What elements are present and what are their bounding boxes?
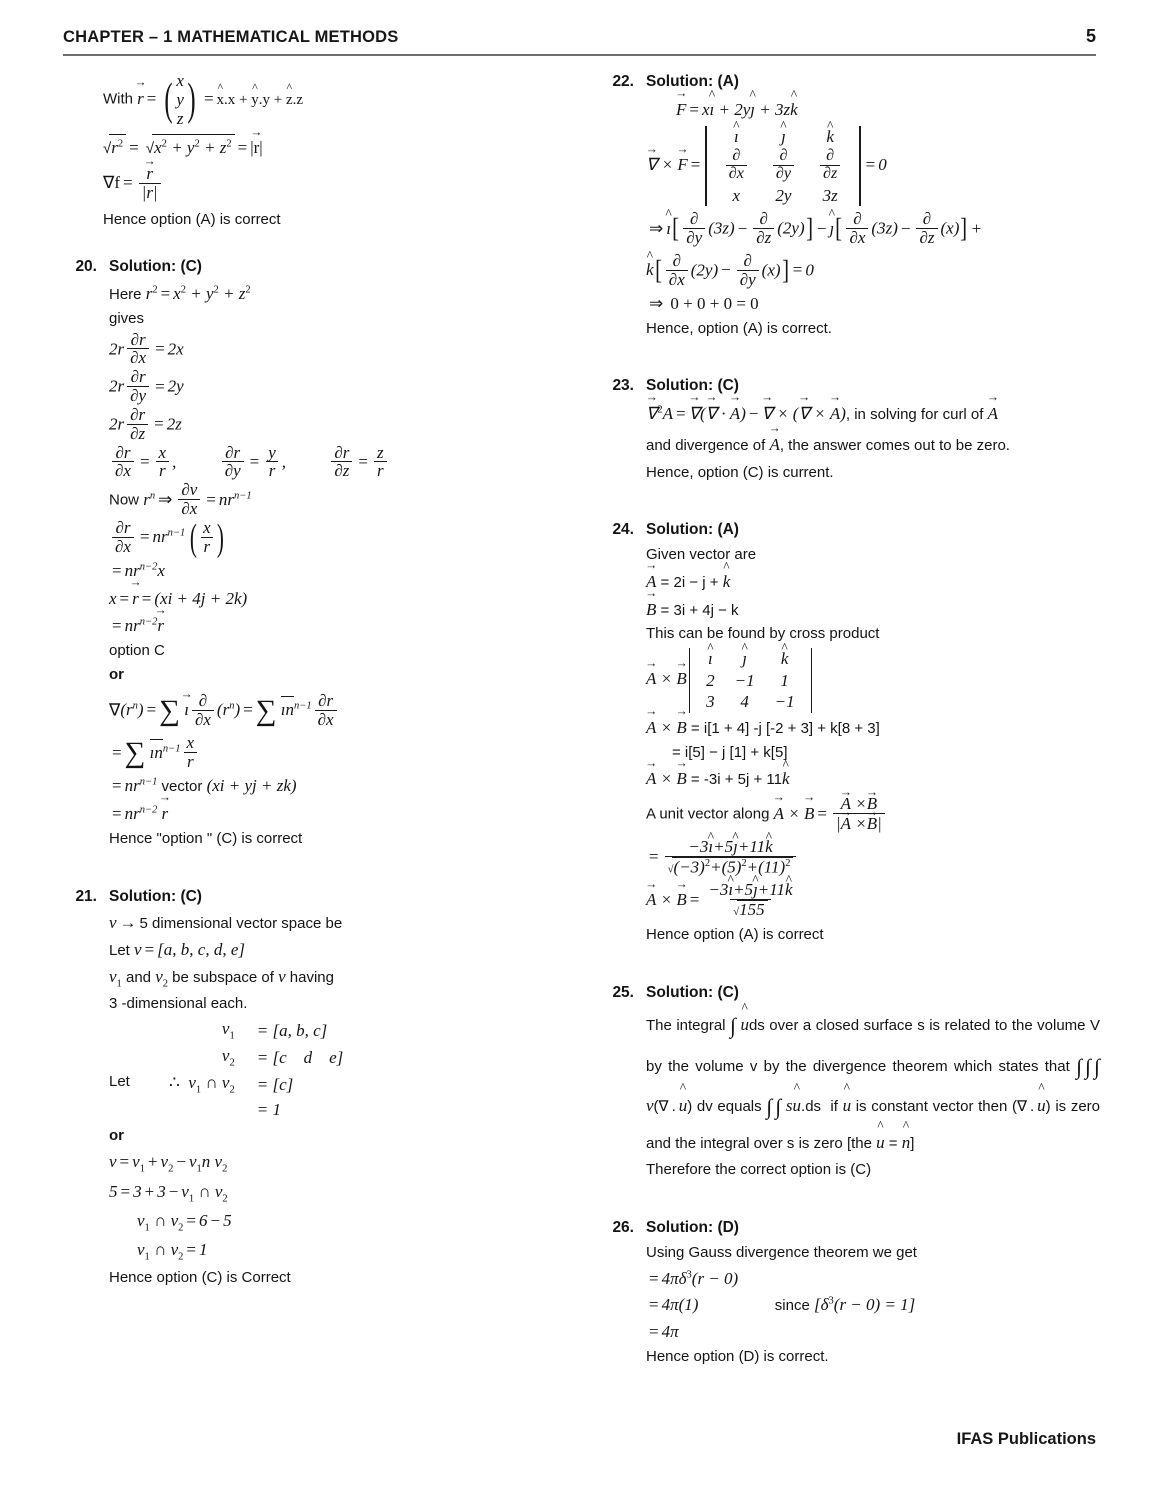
conclusion-26: Hence option (D) is correct. bbox=[646, 1348, 829, 1366]
label-option-c: option C bbox=[109, 642, 165, 660]
conclusion-19: Hence option (A) is correct bbox=[103, 210, 281, 228]
right-column bbox=[600, 70, 1100, 1373]
left-column bbox=[63, 70, 563, 1294]
eq-4pi: = 4π bbox=[649, 1322, 679, 1342]
eq-nrn1-vector: = $nr^{n-1}$ vector (xi + yj + zk) bbox=[112, 776, 297, 796]
eq-4pi-one: = 4π(1) since $[\delta^3(r - 0) = 1]$ bbox=[649, 1295, 916, 1315]
label-vector: vector bbox=[161, 778, 203, 796]
eq-divergence-text: and divergence of A →, the answer comes out to be zero. bbox=[646, 431, 1100, 458]
label-gives: gives bbox=[109, 309, 145, 327]
eq-laplacian-identity: ∇ →$^2$A = ∇ →(∇ → · A →) − ∇ → × (∇ → × A →), in solving for curl of A → bbox=[646, 400, 1100, 427]
eq-dr-dx-expand: $\frac{\partial r}{\partial x}$ = $nr^{n-1}$ ( $\frac{x}{r}$ ) bbox=[109, 520, 563, 557]
table-row bbox=[169, 1071, 343, 1098]
det-cell-neg1b: −1 bbox=[774, 692, 795, 712]
conclusion-22: Hence, option (A) is correct. bbox=[646, 319, 832, 337]
solution-23-heading bbox=[600, 374, 1100, 398]
det-cell-ddz: $\frac{\partial}{\partial z}$ bbox=[807, 148, 853, 185]
solution-20-heading bbox=[63, 255, 563, 279]
conclusion-24: Hence option (A) is correct bbox=[646, 925, 824, 943]
eq-final-unit-vector: A → × B → = $\frac{-3ı \^{}+5ȷ \^{}+11k \^{}}{√155}$ bbox=[646, 882, 1100, 920]
curl-determinant bbox=[705, 126, 860, 206]
page-number: 5 bbox=[1085, 26, 1096, 46]
table-row bbox=[696, 648, 804, 670]
solution-21-number: 21. bbox=[75, 887, 97, 905]
eq-cross-simplified: = i[5] − j [1] + k[5] bbox=[672, 743, 788, 761]
eq-nrn2x: = $nr^{n-2}x$ bbox=[112, 560, 165, 580]
eq-F-definition: F → = xı ^ + 2yȷ ^ + 3zk ^ bbox=[646, 96, 1100, 123]
det-cell-x: x bbox=[732, 185, 741, 205]
formula-grad-f: ∇f = $\frac{r \to}{|r|}$ bbox=[103, 165, 563, 203]
eq-v-sum: $v = v_1 + v_2 - v_1n$ $v_2$ bbox=[109, 1152, 228, 1175]
det-cell-k: k ^ bbox=[807, 126, 853, 148]
eq-4pi-delta: = $4\pi\delta^3(r - 0)$ bbox=[649, 1268, 739, 1288]
eq-now-rn: Now $r^n$ ⇒ $\frac{\partial v}{\partial x}$ = $nr^{n-1}$ bbox=[109, 480, 252, 519]
text-divergence-tail: , the answer comes out to be zero. bbox=[779, 436, 1010, 454]
page-header bbox=[63, 26, 1096, 47]
eq-x-equals-r: x = r → = (xi + 4j + 2k) bbox=[109, 585, 563, 612]
eq-5-equals: $5 = 3 + 3 - v_1$ ∩ $v_2$ bbox=[109, 1181, 228, 1205]
solution-26-label: Solution: (D) bbox=[646, 1219, 739, 1237]
det-cell-2: 2 bbox=[706, 670, 715, 690]
eq-nrn2-rvec: = $nr^{n-2}r$ → bbox=[109, 612, 563, 639]
subspace-equations-table bbox=[169, 1017, 343, 1122]
eq-unit-vector-value: = $\frac{-3ı \^{}+5ȷ \^{}+11k \^{}}{√(-3)^2+(5)^2+(11)^2}$ bbox=[646, 839, 1100, 877]
cell-v1-value: = [a, b, c] bbox=[256, 1020, 328, 1040]
solution-22 bbox=[600, 70, 1100, 340]
cell-v1-cap-v2-value: = [c] bbox=[256, 1074, 294, 1094]
det-cell-ddy: $\frac{\partial}{\partial y}$ bbox=[760, 148, 807, 185]
publisher-name: IFAS Publications bbox=[956, 1430, 1096, 1448]
solution-22-label: Solution: (A) bbox=[646, 73, 739, 90]
table-row bbox=[696, 691, 804, 713]
solution-25 bbox=[600, 981, 1100, 1182]
table-row bbox=[713, 126, 854, 148]
det-cell-i: ı ^ bbox=[713, 126, 760, 148]
cell-blank bbox=[169, 1098, 257, 1122]
label-dimensional: 5 dimensional vector space be bbox=[139, 915, 343, 933]
label-cross-product: This can be found by cross product bbox=[646, 625, 880, 643]
table-row bbox=[169, 1098, 343, 1122]
table-row bbox=[713, 148, 854, 185]
eq-zero-sum: ⇒ 0 + 0 + 0 = 0 bbox=[649, 293, 759, 313]
solution-25-number: 25. bbox=[612, 983, 634, 1001]
solution-20 bbox=[63, 255, 563, 850]
text-divergence-head: and divergence of bbox=[646, 436, 766, 454]
eq-A-vector: A → = 2i − j + k ^ bbox=[646, 568, 1100, 595]
eq-grad-rn-sum: $\nabla(r^n)$ = ∑ ı → $\frac{\partial}{\partial x}$ $(r^n)$ = ∑ $ın^{n-1}$ $\frac{\partial r}{\partial x}$ bbox=[109, 693, 563, 730]
eq-2r-dr-dy: 2r $\frac{\partial r}{\partial y}$ = 2y bbox=[109, 367, 184, 406]
eq-r-squared: Here $r^2 = x^2 + y^2 + z^2$ bbox=[109, 283, 251, 303]
let-block bbox=[109, 1017, 563, 1122]
det-cell-k: k ^ bbox=[765, 648, 805, 670]
label-given-vector: Given vector are bbox=[646, 545, 757, 563]
solution-23-label: Solution: (C) bbox=[646, 377, 739, 395]
solution-21-label: Solution: (C) bbox=[109, 887, 202, 905]
det-cell-j: ȷ ^ bbox=[760, 126, 807, 148]
eq-2r-dr-dz: 2r $\frac{\partial r}{\partial z}$ = 2z bbox=[109, 404, 182, 443]
eq-2r-dr-dx: 2r $\frac{\partial r}{\partial x}$ = 2x bbox=[109, 329, 184, 368]
det-cell-4: 4 bbox=[740, 692, 749, 712]
solution-24-heading bbox=[600, 518, 1100, 542]
solution-26 bbox=[600, 1216, 1100, 1369]
eq-intersection-1: $v_1$ ∩ $v_2 = 1$ bbox=[137, 1240, 208, 1263]
eq-partials-row: $\frac{\partial r}{\partial x}$ = $\frac{x}{r}$ , $\frac{\partial r}{\partial y}$ = $\frac{y}{r}$ , $\frac{\partial r}{\partial z}$ = $\frac{z}{r}$ bbox=[109, 445, 563, 482]
formula-r-column-vector: With r → = ( x y z ) = x ^.x + y ^.y + z ^.z bbox=[103, 71, 563, 128]
table-row bbox=[713, 185, 854, 207]
eq-curl-expansion-2: k ^[ $\frac{\partial}{\partial x}$ (2y) − $\frac{\partial}{\partial y}$ (x)] = 0 bbox=[646, 253, 1100, 290]
cell-result-one: = 1 bbox=[256, 1100, 281, 1120]
label-since: since bbox=[774, 1297, 810, 1315]
label-let: Let bbox=[109, 1073, 130, 1091]
label-or-20: or bbox=[109, 665, 124, 683]
solution-21 bbox=[63, 885, 563, 1290]
label-gauss-theorem: Using Gauss divergence theorem we get bbox=[646, 1243, 917, 1261]
eq-cross-determinant: A → × B → ı ^ ȷ ^ k ^ 2 −1 1 3 4 −1 bbox=[646, 648, 1100, 713]
eq-let-v: Let v = [a, b, c, d, e] bbox=[109, 939, 245, 959]
text-curl-tail: , in solving for curl of bbox=[845, 405, 984, 423]
label-unit-vector: A unit vector along bbox=[646, 805, 770, 823]
solution-24-label: Solution: (A) bbox=[646, 521, 739, 539]
solution-22-number: 22. bbox=[612, 73, 634, 90]
label-or-21: or bbox=[109, 1127, 124, 1145]
cell-v2: $v_2$ bbox=[221, 1046, 235, 1069]
paragraph-divergence-theorem: The integral ∫ u ^ds over a closed surface s is related to the volume V by the volume v by the divergence theorem which states that ∫ ∫ ∫ v(∇ . u ^) dv equals ∫ ∫ su ^.ds if u ^ is constant vector then (∇ . u ^) is zero and the integral over s is zero [the u ^ = n ^] bbox=[646, 1006, 1100, 1158]
conclusion-25: Therefore the correct option is (C) bbox=[646, 1161, 872, 1179]
det-cell-1: 1 bbox=[780, 670, 789, 690]
eq-unit-vector: A unit vector along A → × B → = $\frac{A \to \times B \to}{|A \to \times B \to|}$ bbox=[646, 795, 1100, 834]
conclusion-23: Hence, option (C) is current. bbox=[646, 463, 834, 481]
eq-v1-v2-subspace: $v_1$ and $v_2$ be subspace of v having bbox=[109, 966, 334, 990]
solution-26-number: 26. bbox=[612, 1219, 634, 1237]
det-cell-ddx: $\frac{\partial}{\partial x}$ bbox=[713, 148, 760, 185]
solution-24 bbox=[600, 518, 1100, 946]
det-cell-neg1: −1 bbox=[734, 670, 755, 690]
solution-20-label: Solution: (C) bbox=[109, 258, 202, 276]
solution-25-heading bbox=[600, 981, 1100, 1005]
det-cell-i: ı ^ bbox=[696, 648, 725, 670]
conclusion-21: Hence option (C) is Correct bbox=[109, 1268, 291, 1286]
eq-curl-expansion-1: ⇒ ı ^[ $\frac{\partial}{\partial y}$ (3z) − $\frac{\partial}{\partial z}$ (2y)] − ȷ ^[ $\frac{\partial}{\partial x}$ (3z) − $\frac{\partial}{\partial z}$ (x)] + bbox=[646, 211, 1100, 248]
solution-23-number: 23. bbox=[612, 377, 634, 395]
conclusion-20: Hence "option " (C) is correct bbox=[109, 829, 303, 847]
formula-sqrt-r2: $√r^2 = √x^2 + y^2 + z^2 = |r$ →| bbox=[103, 134, 563, 161]
det-cell-3z: 3z bbox=[822, 185, 838, 205]
header-divider bbox=[63, 54, 1096, 56]
cell-v1: $v_1$ bbox=[221, 1019, 235, 1042]
eq-B-vector: B → = 3i + 4j − k bbox=[646, 596, 1100, 623]
solution-21-heading bbox=[63, 885, 563, 909]
eq-nrn2-rvec-2: = $nr^{n-2}$ r → bbox=[109, 800, 563, 827]
solution-continued-19 bbox=[63, 71, 563, 231]
table-row bbox=[696, 670, 804, 692]
cell-v2-value: = [c d e] bbox=[256, 1047, 344, 1067]
solution-26-heading bbox=[600, 1216, 1100, 1240]
det-cell-j: ȷ ^ bbox=[725, 648, 765, 670]
eq-curl-determinant: ∇ → × F → = ı ^ ȷ ^ k ^ $\frac{\partial}{\partial x}$ $\frac{\partial}{\partial y}$ $\frac{\partial}{\partial z}$ x 2y 3z = 0 bbox=[646, 126, 1100, 206]
label-three-dimensional: 3 -dimensional each. bbox=[109, 995, 248, 1013]
eq-v-5-dimensional: v → 5 dimensional vector space be bbox=[109, 913, 343, 933]
cell-v1-cap-v2: ∴ $v_1$ ∩ $v_2$ bbox=[169, 1073, 235, 1096]
eq-cross-result: A → × B → = -3i + 5j + 11k ^ bbox=[646, 765, 1100, 792]
det-cell-3: 3 bbox=[706, 692, 715, 712]
solution-23 bbox=[600, 374, 1100, 484]
solution-20-number: 20. bbox=[75, 258, 97, 276]
eq-sum-x-over-r: = ∑ $ın^{n-1}$ $\frac{x}{r}$ bbox=[109, 735, 563, 772]
solution-24-number: 24. bbox=[612, 521, 634, 539]
page-footer bbox=[63, 1430, 1096, 1449]
eq-intersection-6-5: $v_1$ ∩ $v_2 = 6 - 5$ bbox=[137, 1211, 232, 1234]
det-cell-2y: 2y bbox=[775, 185, 792, 205]
table-row bbox=[169, 1017, 343, 1044]
chapter-title: CHAPTER – 1 MATHEMATICAL METHODS bbox=[63, 28, 399, 46]
solution-25-label: Solution: (C) bbox=[646, 983, 739, 1001]
eq-cross-expanded: A → × B → = i[1 + 4] -j [-2 + 3] + k[8 + 3] bbox=[646, 714, 1100, 741]
cross-determinant bbox=[689, 648, 812, 713]
table-row bbox=[169, 1044, 343, 1071]
